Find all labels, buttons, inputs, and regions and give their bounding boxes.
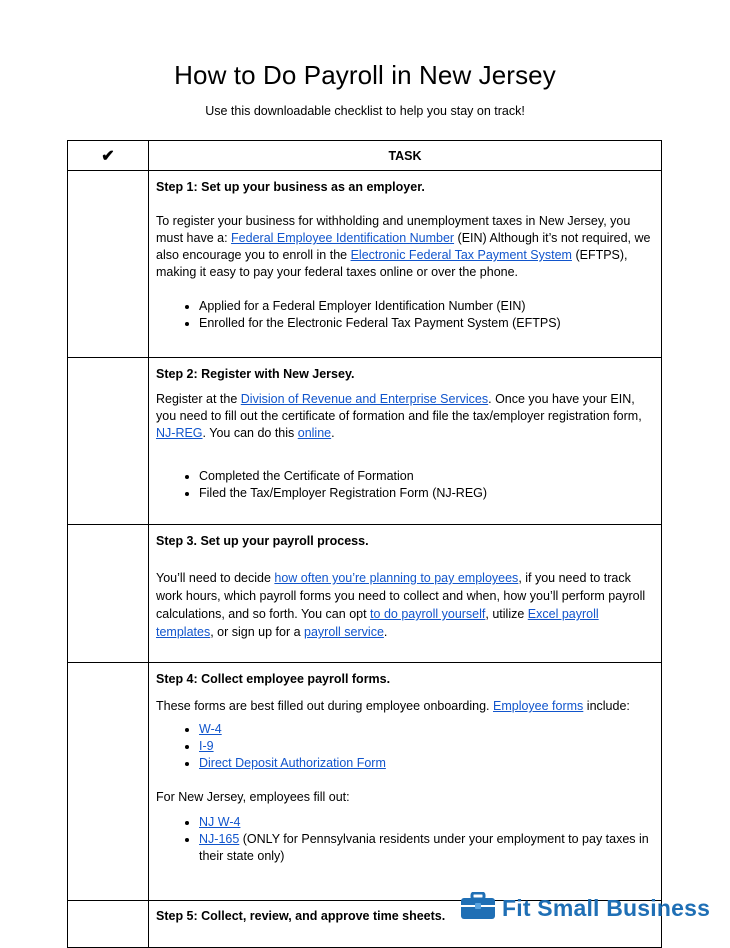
table-row	[68, 525, 662, 663]
diy-payroll-link[interactable]: to do payroll yourself	[370, 607, 486, 621]
step-title: Step 4: Collect employee payroll forms.	[156, 672, 391, 686]
logo-text: Fit Small Business	[502, 894, 711, 921]
check-column-header: ✔	[68, 141, 149, 171]
task-cell-step1	[149, 171, 662, 358]
payroll-service-link[interactable]: payroll service	[304, 625, 384, 639]
briefcase-icon	[460, 892, 496, 925]
list-item: • Filed the Tax/Employer Registration Form (NJ-REG)	[199, 485, 655, 502]
list-item: • Applied for a Federal Employer Identification Number (EIN)	[199, 298, 655, 315]
check-cell[interactable]	[68, 663, 149, 901]
federal-forms-list	[156, 721, 655, 772]
step-title: Step 1: Set up your business as an employer.	[156, 180, 425, 194]
task-cell-step4	[149, 663, 662, 901]
step-description: You’ll need to decide how often you’re planning to pay employees, if you need to track work hours, which payroll forms you need to collect and when, how you’ll perform payroll calculations, and so forth. You can opt to do payroll yourself, utilize Excel payroll templates, or sign up for a payroll service.	[156, 571, 646, 639]
step-description: These forms are best filled out during employee onboarding. Employee forms include:	[156, 699, 630, 713]
ein-link[interactable]: Federal Employee Identification Number	[231, 231, 455, 245]
w4-link[interactable]: W-4	[199, 722, 222, 736]
nj-w4-link[interactable]: NJ W-4	[199, 815, 241, 829]
excel-templates-link[interactable]: Excel payroll templates	[156, 607, 599, 639]
division-link[interactable]: Division of Revenue and Enterprise Services	[240, 392, 489, 406]
nj-forms-list	[156, 814, 655, 865]
list-item	[199, 814, 655, 831]
i9-link[interactable]: I-9	[199, 739, 214, 753]
table-row	[68, 663, 662, 901]
table-row	[68, 171, 662, 358]
employee-forms-link[interactable]: Employee forms	[493, 699, 584, 713]
page-subtitle: Use this downloadable checklist to help you stay on track!	[205, 104, 525, 118]
task-cell-step3	[149, 525, 662, 663]
step-title: Step 3. Set up your payroll process.	[156, 534, 369, 548]
table-header-row	[68, 141, 662, 171]
step-title: Step 2: Register with New Jersey.	[156, 367, 355, 381]
list-item	[199, 755, 655, 772]
nj-reg-link[interactable]: NJ-REG	[156, 426, 203, 440]
check-cell[interactable]	[68, 525, 149, 663]
fit-small-business-logo	[460, 893, 710, 923]
list-item: • Completed the Certificate of Formation	[199, 468, 655, 485]
task-cell-step2	[149, 358, 662, 525]
direct-deposit-link[interactable]: Direct Deposit Authorization Form	[199, 756, 386, 770]
eftps-link[interactable]: Electronic Federal Tax Payment System	[350, 248, 572, 262]
table-row	[68, 358, 662, 525]
checklist-table	[67, 140, 662, 948]
step-description: Register at the Division of Revenue and Enterprise Services. Once you have your EIN, you need to fill out the certificate of formation and file the tax/employer registration form, NJ-REG. You can do this online.	[156, 392, 642, 440]
list-item	[199, 738, 655, 755]
nj-forms-intro: For New Jersey, employees fill out:	[156, 790, 350, 804]
check-cell[interactable]	[68, 358, 149, 525]
task-column-header: TASK	[149, 141, 662, 171]
online-link[interactable]: online	[297, 426, 332, 440]
pay-frequency-link[interactable]: how often you’re planning to pay employees	[274, 571, 519, 585]
list-item: • NJ-165 (ONLY for Pennsylvania residents under your employment to pay taxes in their state only)	[199, 831, 655, 865]
list-item: • Enrolled for the Electronic Federal Tax Payment System (EFTPS)	[199, 315, 655, 332]
page-title: How to Do Payroll in New Jersey	[174, 60, 556, 90]
check-cell[interactable]	[68, 171, 149, 358]
nj-165-link[interactable]: NJ-165	[199, 832, 240, 846]
list-item	[199, 721, 655, 738]
check-cell[interactable]	[68, 901, 149, 948]
task-bullet-list	[156, 468, 655, 502]
step-title: Step 5: Collect, review, and approve time sheets.	[156, 909, 446, 923]
task-bullet-list	[156, 298, 655, 332]
step-description: To register your business for withholding and unemployment taxes in New Jersey, you must have a: Federal Employee Identification Number (EIN) Although it’s not required, we also encourage you to enroll in the Electronic Federal Tax Payment System (EFTPS), making it easy to pay your federal taxes online or over the phone.	[156, 214, 651, 279]
